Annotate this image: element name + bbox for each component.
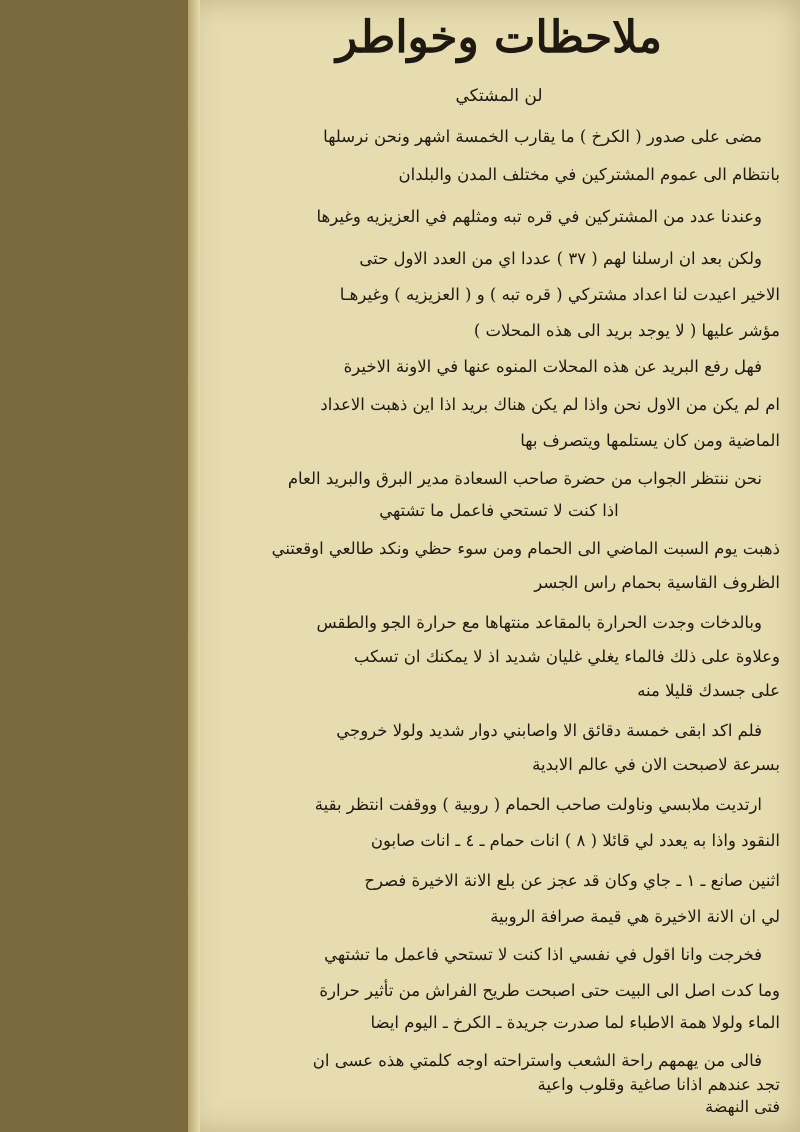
article-line: ارتديت ملابسي وناولت صاحب الحمام ( روبية ) ووقفت انتظر بقية [314, 795, 762, 814]
article-line: نحن ننتظر الجواب من حضرة صاحب السعادة مدير البرق والبريد العام [287, 469, 762, 488]
article-title: ملاحظات وخواطر [336, 12, 662, 63]
article-line: ولكن بعد ان ارسلنا لهم ( ٣٧ ) عددا اي من العدد الاول حتى [359, 249, 762, 268]
article-line: النقود واذا به يعدد لي قائلا ( ٨ ) انات حمام ـ ٤ ـ انات صابون [370, 831, 780, 850]
article-line: اثنين صانع ـ ١ ـ جاي وكان قد عجز عن بلع الانة الاخيرة فصرح [364, 871, 780, 890]
newspaper-page [188, 0, 800, 1132]
page-fold-shadow [188, 0, 200, 1132]
article-line: تجد عندهم اذانا صاغية وقلوب واعية [537, 1075, 780, 1094]
article-line: فالى من يهمهم راحة الشعب واستراحته اوجه كلمتي هذه عسى ان [312, 1051, 762, 1070]
article-signature: فتى النهضة [705, 1097, 780, 1116]
article-line: وعندنا عدد من المشتركين في قره تبه ومثلهم في العزيزيه وغيرها [316, 207, 762, 226]
article-line: الماضية ومن كان يستلمها ويتصرف بها [520, 431, 780, 450]
article-line: الظروف القاسية بحمام راس الجسر [534, 573, 780, 592]
article-line: وما كدت اصل الى البيت حتى اصبحت طريح الفراش من تأثير حرارة [319, 981, 780, 1000]
article-line: فخرجت وانا اقول في نفسي اذا كنت لا تستحي فاعمل ما تشتهي [324, 945, 762, 964]
article-line: لي ان الانة الاخيرة هي قيمة صرافة الروبية [490, 907, 780, 926]
article-line: مؤشر عليها ( لا يوجد بريد الى هذه المحلات ) [473, 321, 780, 340]
article-line: وبالدخات وجدت الحرارة بالمقاعد منتهاها مع حرارة الجو والطقس [316, 613, 762, 632]
article-line: الماء ولولا همة الاطباء لما صدرت جريدة ـ الكرخ ـ اليوم ايضا [370, 1013, 780, 1032]
article-line: ذهبت يوم السبت الماضي الى الحمام ومن سوء حظي ونكد طالعي اوقعتني [271, 539, 780, 558]
article-line: فلم اكد ابقى خمسة دقائق الا واصابني دوار شديد ولولا خروجي [336, 721, 762, 740]
article-line: الاخير اعيدت لنا اعداد مشتركي ( قره تبه ) و ( العزيزيه ) وغيرهـا [339, 285, 780, 304]
article-line: فهل رفع البريد عن هذه المحلات المنوه عنها في الاونة الاخيرة [343, 357, 762, 376]
article-line: على جسدك قليلا منه [637, 681, 780, 700]
article [210, 0, 788, 1132]
article-line: اذا كنت لا تستحي فاعمل ما تشتهي [379, 501, 619, 520]
article-line: مضى على صدور ( الكرخ ) ما يقارب الخمسة اشهر ونحن نرسلها [323, 127, 762, 146]
article-line: بانتظام الى عموم المشتركين في مختلف المدن والبلدان [398, 165, 780, 184]
article-line: ام لم يكن من الاول نحن واذا لم يكن هناك بريد اذا اين ذهبت الاعداد [320, 395, 780, 414]
article-author: لن المشتكي [455, 86, 543, 106]
article-line: وعلاوة على ذلك فالماء يغلي غليان شديد اذ لا يمكنك ان تسكب [353, 647, 780, 666]
article-line: بسرعة لاصبحت الان في عالم الابدية [532, 755, 780, 774]
